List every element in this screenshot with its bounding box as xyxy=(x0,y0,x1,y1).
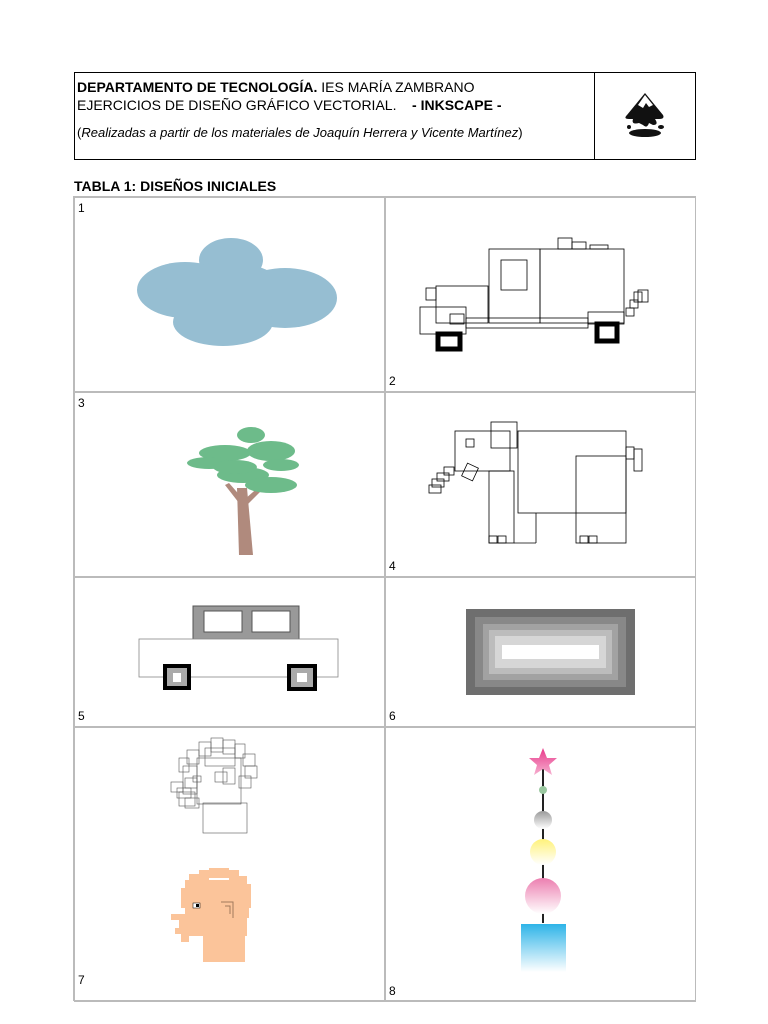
cell-number: 4 xyxy=(389,559,396,573)
cell-5 xyxy=(74,577,385,727)
cell-number: 5 xyxy=(78,709,85,723)
cell-number: 8 xyxy=(389,984,396,998)
header-box xyxy=(74,72,696,160)
truck-drawing xyxy=(386,198,697,393)
cell-number: 2 xyxy=(389,374,396,388)
exercises-title: EJERCICIOS DE DISEÑO GRÁFICO VECTORIAL. xyxy=(77,97,397,113)
cell-8 xyxy=(385,727,696,1002)
credit-line: (Realizadas a partir de los materiales de Joaquín Herrera y Vicente Martínez) xyxy=(77,125,523,140)
table-title: TABLA 1: DISEÑOS INICIALES xyxy=(74,178,277,194)
department-title: DEPARTAMENTO DE TECNOLOGÍA. xyxy=(77,79,318,95)
header-text xyxy=(75,73,594,159)
cell-6 xyxy=(385,577,696,727)
cell-number: 6 xyxy=(389,709,396,723)
cell-3 xyxy=(74,392,385,577)
inkscape-logo-icon xyxy=(619,89,671,143)
cloud-drawing xyxy=(75,198,386,393)
cell-4 xyxy=(385,392,696,577)
cell-1 xyxy=(74,197,385,392)
cell-2 xyxy=(385,197,696,392)
nested-rectangles-drawing xyxy=(386,578,697,728)
drawing-table xyxy=(73,196,696,1001)
cell-number: 7 xyxy=(78,973,85,987)
cell-number: 1 xyxy=(78,201,85,215)
head-colored-drawing xyxy=(75,728,386,1003)
car-drawing xyxy=(75,578,386,728)
logo-cell xyxy=(594,73,695,159)
tree-drawing xyxy=(75,393,386,578)
school-name: IES MARÍA ZAMBRANO xyxy=(317,79,475,95)
cell-number: 3 xyxy=(78,396,85,410)
inkscape-title: - INKSCAPE - xyxy=(412,97,502,113)
cell-7 xyxy=(74,727,385,1002)
totem-drawing xyxy=(386,728,697,1003)
elephant-drawing xyxy=(386,393,697,578)
